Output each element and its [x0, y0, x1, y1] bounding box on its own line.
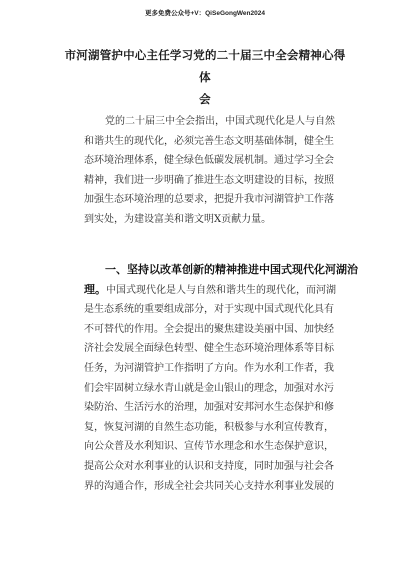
section-1-first-line-text: 中国式现代化是人与自然和谐共生的现代化，而河湖 — [106, 284, 336, 296]
promo-banner: 更多免费公众号+V：QiSeGongWen2024 — [145, 10, 265, 17]
section-1-line: 任务，为河湖管护工作指明了方向。作为水利工作者，我 — [84, 362, 334, 374]
intro-line: 到实处，为建设富美和谐文明X贡献力量。 — [84, 213, 272, 225]
intro-line: 精神，我们进一步明确了推进生态文明建设的目标，按照 — [84, 174, 334, 186]
intro-paragraph — [84, 112, 334, 230]
section-1-line: 是生态系统的重要组成部分，对于实现中国式现代化具有 — [84, 304, 334, 316]
intro-line: 党的二十届三中全会指出，中国式现代化是人与自然 — [105, 116, 335, 127]
title-line-2: 会 — [199, 92, 211, 106]
intro-line: 加强生态环境治理的总要求，把提升我市河湖管护工作落 — [84, 194, 334, 206]
section-1-line: 复，恢复河湖的自然生态功能，积极参与水利宣传教育， — [84, 421, 334, 433]
section-1-line: 们会牢固树立绿水青山就是金山银山的理念，加强对水污 — [84, 382, 334, 394]
section-1-line: 济社会发展全面绿色转型、健全生态环境治理体系等目标 — [84, 343, 334, 355]
section-1-line: 提高公众对水利事业的认识和支持度，同时加强与社会各 — [84, 460, 334, 472]
section-1 — [84, 260, 358, 496]
section-1-first-line — [84, 280, 334, 301]
section-1-heading-tail: 理。 — [84, 282, 106, 296]
document-title — [62, 44, 348, 110]
intro-line: 和谐共生的现代化，必须完善生态文明基础体制，健全生 — [84, 135, 334, 147]
section-1-line: 界的沟通合作，形成全社会共同关心支持水利事业发展的 — [84, 480, 334, 492]
section-1-line: 向公众普及水利知识、宣传节水理念和水生态保护意识， — [84, 441, 334, 453]
intro-line: 态环境治理体系，健全绿色低碳发展机制。通过学习全会 — [84, 155, 334, 167]
section-1-heading: 一、坚持以改革创新的精神推进中国式现代化河湖治 — [105, 263, 358, 276]
title-line-1: 市河湖管护中心主任学习党的二十届三中全会精神心得体 — [64, 48, 346, 84]
section-1-line: 不可替代的作用。全会提出的聚焦建设美丽中国、加快经 — [84, 323, 334, 335]
section-1-line: 染防治、生活污水的治理，加强对安邦河水生态保护和修 — [84, 402, 334, 414]
